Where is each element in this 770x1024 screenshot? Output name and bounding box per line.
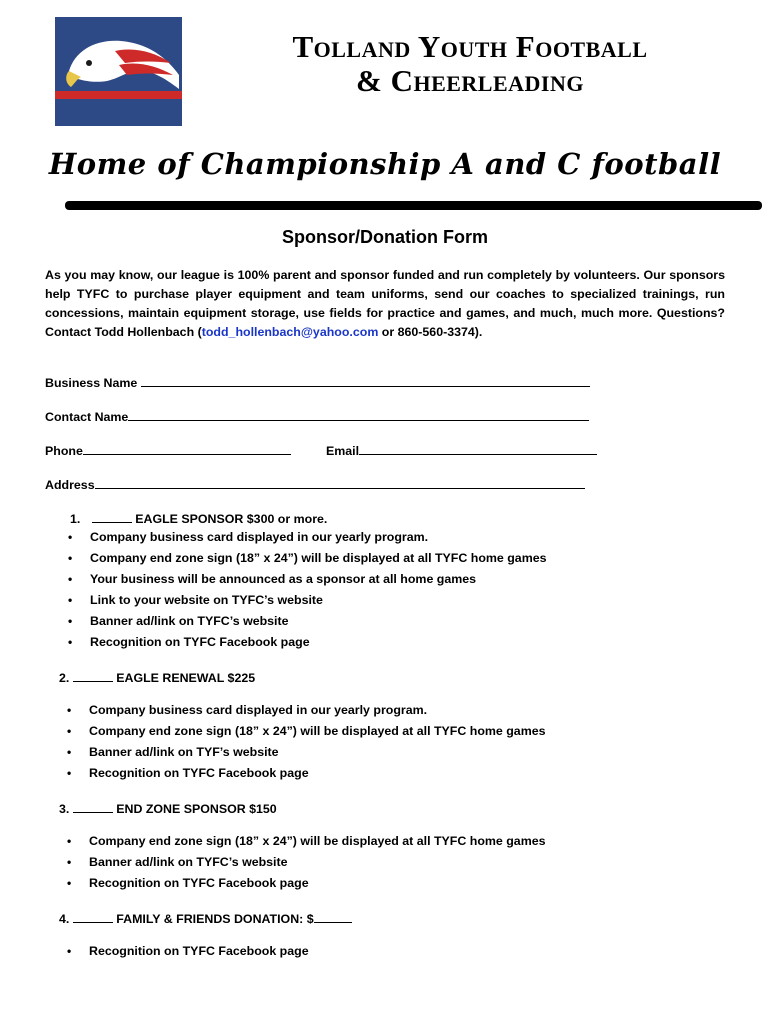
tier-label: FAMILY & FRIENDS DONATION: $ [116,912,314,926]
tier-eagle-sponsor [70,510,327,526]
tier-number: 1. [70,512,81,526]
tier-1-perks [66,527,547,653]
intro-text: As you may know, our league is 100% parent and sponsor funded and run completely by volunteers. Our sponsors help TYFC to purchase player equipment and team uniforms, send our coaches to specialized trainings, run concessions, maintain equipment storage, use fields for practice and games, and much, much more. Questions? Contact Todd Hollenbach ( [45,268,725,339]
list-item: • Company end zone sign (18” x 24”) will be displayed at all TYFC home games [65,831,546,852]
tier-number: 4. [59,912,70,926]
business-name-label: Business Name [45,376,138,390]
contact-name-input[interactable] [128,408,589,421]
list-item: • Recognition on TYFC Facebook page [66,632,547,653]
tier-2-perks [65,700,546,784]
list-item: • Company end zone sign (18” x 24”) will be displayed at all TYFC home games [66,548,547,569]
list-item: • Company business card displayed in our yearly program. [66,527,547,548]
list-item: • Your business will be announced as a sponsor at all home games [66,569,547,590]
list-item: • Company end zone sign (18” x 24”) will be displayed at all TYFC home games [65,721,546,742]
donation-amount-input[interactable] [314,910,352,923]
list-item: • Recognition on TYFC Facebook page [65,873,546,894]
list-item: • Recognition on TYFC Facebook page [65,763,546,784]
business-name-input[interactable] [141,374,590,387]
contact-name-label: Contact Name [45,410,129,424]
list-item: • Recognition on TYFC Facebook page [65,941,309,962]
divider [65,201,762,210]
tier-number: 3. [59,802,70,816]
contact-name-field [45,408,589,424]
tier-checkbox-line[interactable] [73,800,113,813]
title-line-2: & Cheerleading [356,63,584,98]
list-item: • Banner ad/link on TYF’s website [65,742,546,763]
business-name-field [45,374,590,390]
address-label: Address [45,478,95,492]
address-input[interactable] [95,476,585,489]
tier-eagle-renewal [59,669,255,685]
email-label: Email [326,444,360,458]
intro-paragraph [45,266,725,342]
tier-label: EAGLE RENEWAL $225 [116,671,256,685]
intro-text-end: or 860-560-3374). [378,325,483,339]
list-item: • Link to your website on TYFC’s website [66,590,547,611]
tier-end-zone-sponsor [59,800,277,816]
phone-input[interactable] [83,442,291,455]
tier-family-friends-donation [59,910,352,926]
contact-email-link[interactable]: todd_hollenbach@yahoo.com [201,325,379,339]
email-input[interactable] [359,442,597,455]
tier-checkbox-line[interactable] [73,910,113,923]
list-item: • Banner ad/link on TYFC’s website [65,852,546,873]
page-title [190,30,750,98]
tier-3-perks [65,831,546,894]
tier-label: END ZONE SPONSOR $150 [116,802,277,816]
phone-field [45,442,291,458]
title-line-1: Tolland Youth Football [292,29,648,64]
tier-checkbox-line[interactable] [92,510,132,523]
phone-label: Phone [45,444,83,458]
address-field [45,476,585,492]
tier-label: EAGLE SPONSOR $300 or more. [135,512,328,526]
tagline: Home of Championship A and C football [48,147,722,181]
form-title: Sponsor/Donation Form [282,227,488,247]
email-field [326,442,597,458]
tier-4-perks [65,941,309,962]
eagle-icon [55,17,182,126]
tier-number: 2. [59,671,70,685]
tier-checkbox-line[interactable] [73,669,113,682]
list-item: • Banner ad/link on TYFC’s website [66,611,547,632]
list-item: • Company business card displayed in our yearly program. [65,700,546,721]
eagle-logo [55,17,182,126]
